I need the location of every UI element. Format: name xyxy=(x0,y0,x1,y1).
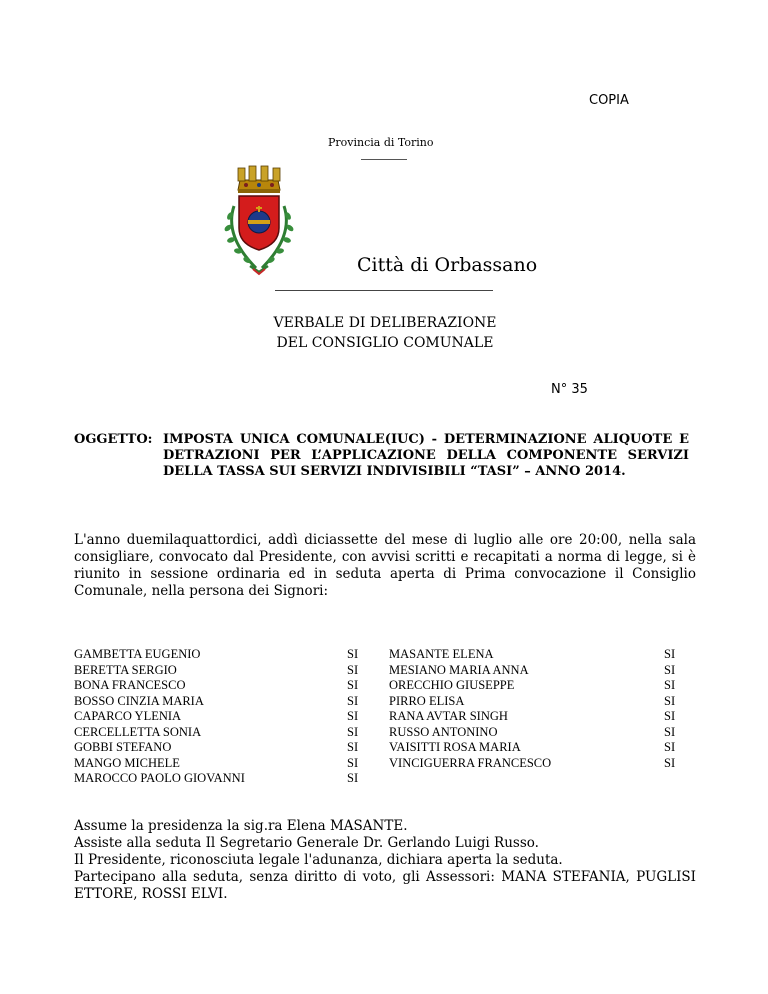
council-member-name: BOSSO CINZIA MARIA xyxy=(74,693,204,708)
copia-label: COPIA xyxy=(589,93,629,108)
coat-of-arms-emblem xyxy=(216,156,302,278)
presence-mark: SI xyxy=(664,724,676,739)
council-member-name: VAISITTI ROSA MARIA xyxy=(389,740,521,754)
provincia-divider xyxy=(361,159,407,160)
council-member-name: BONA FRANCESCO xyxy=(74,678,186,692)
council-member-name: ORECCHIO GIUSEPPE xyxy=(389,678,515,692)
secretary-line: Assiste alla seduta Il Segretario Generale Dr. Gerlando Luigi Russo. xyxy=(74,835,539,851)
attendance-presence-left xyxy=(347,647,358,787)
attendance-presence-right xyxy=(664,647,675,771)
provincia-label: Provincia di Torino xyxy=(328,136,434,149)
presence-mark: SI xyxy=(347,709,359,723)
presence-mark: SI xyxy=(347,662,359,677)
presence-mark: SI xyxy=(347,693,359,708)
presence-mark: SI xyxy=(347,771,359,785)
council-member-name: GAMBETTA EUGENIO xyxy=(74,647,201,661)
city-title: Città di Orbassano xyxy=(357,254,538,276)
presence-mark: SI xyxy=(347,724,359,739)
council-member-name: GOBBI STEFANO xyxy=(74,740,172,754)
deliberation-number: N° 35 xyxy=(551,382,588,397)
document-heading xyxy=(240,313,530,353)
council-member-name: MASANTE ELENA xyxy=(389,647,494,661)
presidency-line: Assume la presidenza la sig.ra Elena MASANTE. xyxy=(74,818,408,834)
heading-line-2: DEL CONSIGLIO COMUNALE xyxy=(276,335,494,351)
council-member-name: RUSSO ANTONINO xyxy=(389,724,498,739)
heading-line-1: VERBALE DI DELIBERAZIONE xyxy=(273,315,497,331)
presence-mark: SI xyxy=(347,647,359,661)
council-member-name: RANA AVTAR SINGH xyxy=(389,709,508,723)
city-title-divider xyxy=(275,290,493,291)
presence-mark: SI xyxy=(347,740,359,754)
session-open-line: Il Presidente, riconosciuta legale l'adunanza, dichiara aperta la seduta. xyxy=(74,852,563,868)
attendance-names-right xyxy=(389,647,551,771)
council-member-name: CAPARCO YLENIA xyxy=(74,709,182,723)
presence-mark: SI xyxy=(664,647,676,661)
presence-mark: SI xyxy=(664,709,676,723)
intro-paragraph: L'anno duemilaquattordici, addì diciassette del mese di luglio alle ore 20:00, nella sala consigliare, convocato dal Presidente, con avvisi scritti e recapitati a norma di legge, si è riunito in sessione ordinaria ed in seduta aperta di Prima convocazione il Consiglio Comunale, nella persona dei Signori: xyxy=(74,532,696,599)
council-member-name: MAROCCO PAOLO GIOVANNI xyxy=(74,771,245,785)
attendance-names-left xyxy=(74,647,245,787)
council-member-name: MANGO MICHELE xyxy=(74,755,180,770)
presence-mark: SI xyxy=(664,755,676,770)
presence-mark: SI xyxy=(347,755,359,770)
presence-mark: SI xyxy=(664,693,676,708)
assessors-line: Partecipano alla seduta, senza diritto di voto, gli Assessori: MANA STEFANIA, PUGLISI ETTORE, ROSSI ELVI. xyxy=(74,869,696,902)
presence-mark: SI xyxy=(664,662,676,677)
presence-mark: SI xyxy=(347,678,359,692)
crown-icon xyxy=(238,166,280,193)
council-member-name: CERCELLETTA SONIA xyxy=(74,724,202,739)
council-member-name: MESIANO MARIA ANNA xyxy=(389,662,529,677)
council-member-name: VINCIGUERRA FRANCESCO xyxy=(389,755,552,770)
closing-paragraph xyxy=(74,818,696,903)
council-member-name: BERETTA SERGIO xyxy=(74,662,177,677)
council-member-name: PIRRO ELISA xyxy=(389,693,465,708)
subject-text: IMPOSTA UNICA COMUNALE(IUC) - DETERMINAZIONE ALIQUOTE E DETRAZIONI PER L’APPLICAZIONE DELLA COMPONENTE SERVIZI DELLA TASSA SUI SERVIZI INDIVISIBILI “TASI” – ANNO 2014. xyxy=(163,432,689,479)
presence-mark: SI xyxy=(664,678,676,692)
presence-mark: SI xyxy=(664,740,676,754)
subject-label: OGGETTO: xyxy=(74,432,153,447)
